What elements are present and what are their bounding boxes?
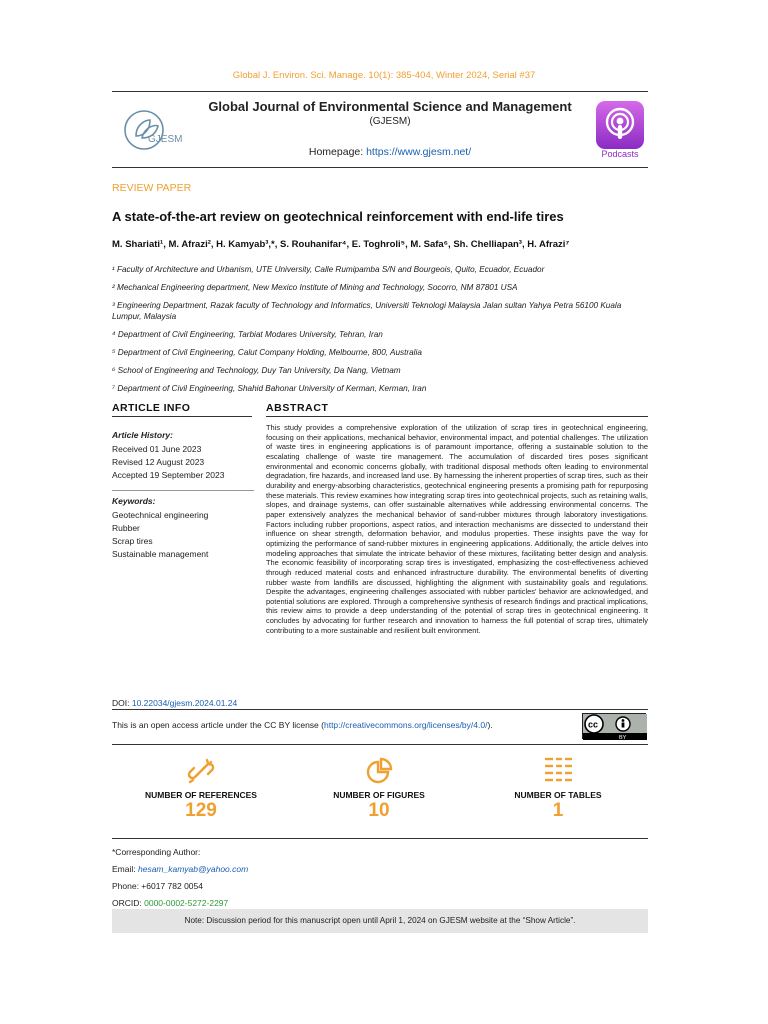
contact-block (112, 844, 248, 912)
paper-type: REVIEW PAPER (112, 182, 192, 194)
affiliations (112, 264, 652, 401)
divider (112, 744, 648, 745)
cc-badge-text: BY (619, 735, 627, 740)
divider (112, 709, 648, 710)
doi-line (112, 698, 237, 708)
license-line (112, 720, 493, 730)
orcid-link[interactable]: 0000-0002-5272-2297 (144, 898, 229, 908)
email-label: Email: (112, 864, 138, 874)
orcid-label: ORCID: (112, 898, 145, 908)
figures-count: 10 (368, 800, 390, 821)
figures-stat (309, 756, 449, 822)
link-icon (186, 756, 216, 786)
doi-link[interactable]: 10.22034/gjesm.2024.01.24 (131, 698, 238, 708)
journal-banner (112, 91, 648, 168)
revised-date: Revised 12 August 2023 (112, 457, 205, 467)
keyword-item: Geotechnical engineering (112, 510, 209, 520)
affiliation-item: ⁶ School of Engineering and Technology, Duy Tan University, Da Nang, Vietnam (112, 366, 401, 375)
affiliation-item: ³ Engineering Department, Razak faculty of Technology and Informatics, Universiti Teknologi Malaysia Jalan sultan Yahya Petra 56100 Kuala Lumpur, Malaysia (112, 301, 622, 321)
keywords-label: Keywords: (112, 496, 156, 506)
cc-by-badge[interactable] (582, 713, 646, 739)
abstract-heading: ABSTRACT (266, 402, 648, 417)
podcast-button[interactable] (596, 101, 644, 149)
affiliation-item: ¹ Faculty of Architecture and Urbanism, UTE University, Calle Rumipamba S/N and Bourgeois, Quito, Ecuador, Ecuador (112, 265, 545, 274)
corresponding-author-label: *Corresponding Author: (112, 847, 201, 857)
abstract-text: This study provides a comprehensive exploration of the utilization of scrap tires in geotechnical engineering, focusing on their applications, mechanical behavior, environmental impact, and potential challenges. The utilization of waste tires in engineering applications is of paramount importance, offering a sustainable solution to the escalating challenge of waste tire management. The accumulation of discarded tires poses significant environmental and economic concerns globally, with traditional disposal methods often leading to environmental degradation, fire hazards, and increased land use. By harnessing the inherent properties of scrap tires, such as their durability and energy-absorbing characteristics, geotechnical engineering presents a promising path for repurposing these materials. This review examines how integrating scrap tires into geotechnical projects, such as retaining walls, slopes, and drainage systems, can offer sustainable alternatives while addressing environmental concerns. The paper extensively analyzes the mechanical behavior of sand-rubber mixtures through laboratory investigations. Factors including rubber proportions, aspect ratios, and interaction mechanisms are dissected to understand their influence on shear strength, deformation behavior, and modulus properties. These insights pave the way for optimizing the performance of sand-rubber mixtures in engineering applications. Additionally, the article delves into modeling approaches that simulate the intricate behavior of these mixtures, facilitating better design and analysis. The economic feasibility of incorporating scrap tires is investigated, emphasizing the cost-effectiveness achieved through reduced material costs and enhanced infrastructure durability. The environmental benefits of diverting rubber waste from landfills are discussed, highlighting the alignment with sustainability goals and regulations. Despite the advantages, engineering challenges associated with rubber particles' behavior are acknowledged, and potential solutions are explored. Through a comprehensive synthesis of research findings and practical implications, this review aims to provide a deep understanding of the potential of scrap tires in geotechnical engineering. It concludes by advocating for further research and innovation to harness the full potential of scrap tires, ultimately contributing to a more sustainable and resilient built environment. (266, 423, 649, 635)
table-icon (542, 754, 574, 786)
tables-label: NUMBER OF TABLES (514, 790, 602, 800)
references-stat (131, 756, 271, 822)
affiliation-item: ⁴ Department of Civil Engineering, Tarbiat Modares University, Tehran, Iran (112, 330, 383, 339)
divider (112, 838, 648, 839)
podcast-label: Podcasts (601, 149, 639, 159)
email-row (112, 861, 248, 878)
homepage-link[interactable]: https://www.gjesm.net/ (366, 146, 472, 158)
divider (112, 490, 254, 491)
author-list: M. Shariati¹, M. Afrazi², H. Kamyab³,*, S. Rouhanifar⁴, E. Toghroli⁵, M. Safa⁶, Sh. Chelliapan³, H. Afrazi⁷ (112, 239, 570, 250)
email-link[interactable]: hesam_kamyab@yahoo.com (137, 864, 249, 874)
homepage-line (112, 146, 648, 158)
received-date: Received 01 June 2023 (112, 444, 202, 454)
keyword-item: Rubber (112, 523, 140, 533)
article-info-heading: ARTICLE INFO (112, 402, 252, 417)
accepted-date: Accepted 19 September 2023 (112, 470, 225, 480)
license-prefix: This is an open access article under the CC BY license ( (112, 720, 324, 730)
figures-label: NUMBER OF FIGURES (333, 790, 425, 800)
affiliation-item: ⁵ Department of Civil Engineering, Calut Company Holding, Melbourne, 800, Australia (112, 348, 422, 357)
logo-text: GJESM (148, 134, 183, 145)
license-link[interactable]: http://creativecommons.org/licenses/by/4.0/ (323, 720, 488, 730)
keyword-item: Scrap tires (112, 536, 153, 546)
paper-title: A state-of-the-art review on geotechnical reinforcement with end-life tires (112, 209, 564, 224)
references-label: NUMBER OF REFERENCES (145, 790, 257, 800)
journal-abbreviation: (GJESM) (369, 116, 411, 127)
journal-title: Global Journal of Environmental Science and Management (208, 99, 572, 114)
tables-count: 1 (552, 800, 564, 821)
creative-commons-icon (583, 714, 647, 740)
homepage-label: Homepage: (308, 146, 367, 158)
doi-label: DOI: (112, 698, 132, 708)
affiliation-item: ⁷ Department of Civil Engineering, Shahid Bahonar University of Kerman, Kerman, Iran (112, 384, 427, 393)
phone-row: Phone: +6017 782 0054 (112, 881, 203, 891)
affiliation-item: ² Mechanical Engineering department, New Mexico Institute of Mining and Technology, Socorro, NM 87801 USA (112, 283, 518, 292)
pie-chart-icon (364, 756, 394, 786)
article-history-label: Article History: (112, 430, 173, 440)
svg-text:cc: cc (588, 719, 599, 730)
podcast-icon (596, 101, 644, 149)
references-count: 129 (185, 800, 217, 821)
discussion-note: Note: Discussion period for this manuscript open until April 1, 2024 on GJESM website at the “Show Article”. (112, 909, 648, 933)
article-info (112, 430, 257, 561)
license-suffix: ). (487, 720, 493, 730)
keyword-item: Sustainable management (112, 549, 209, 559)
citation-line: Global J. Environ. Sci. Manage. 10(1): 385-404, Winter 2024, Serial #37 (232, 70, 536, 81)
tables-stat (488, 754, 628, 822)
